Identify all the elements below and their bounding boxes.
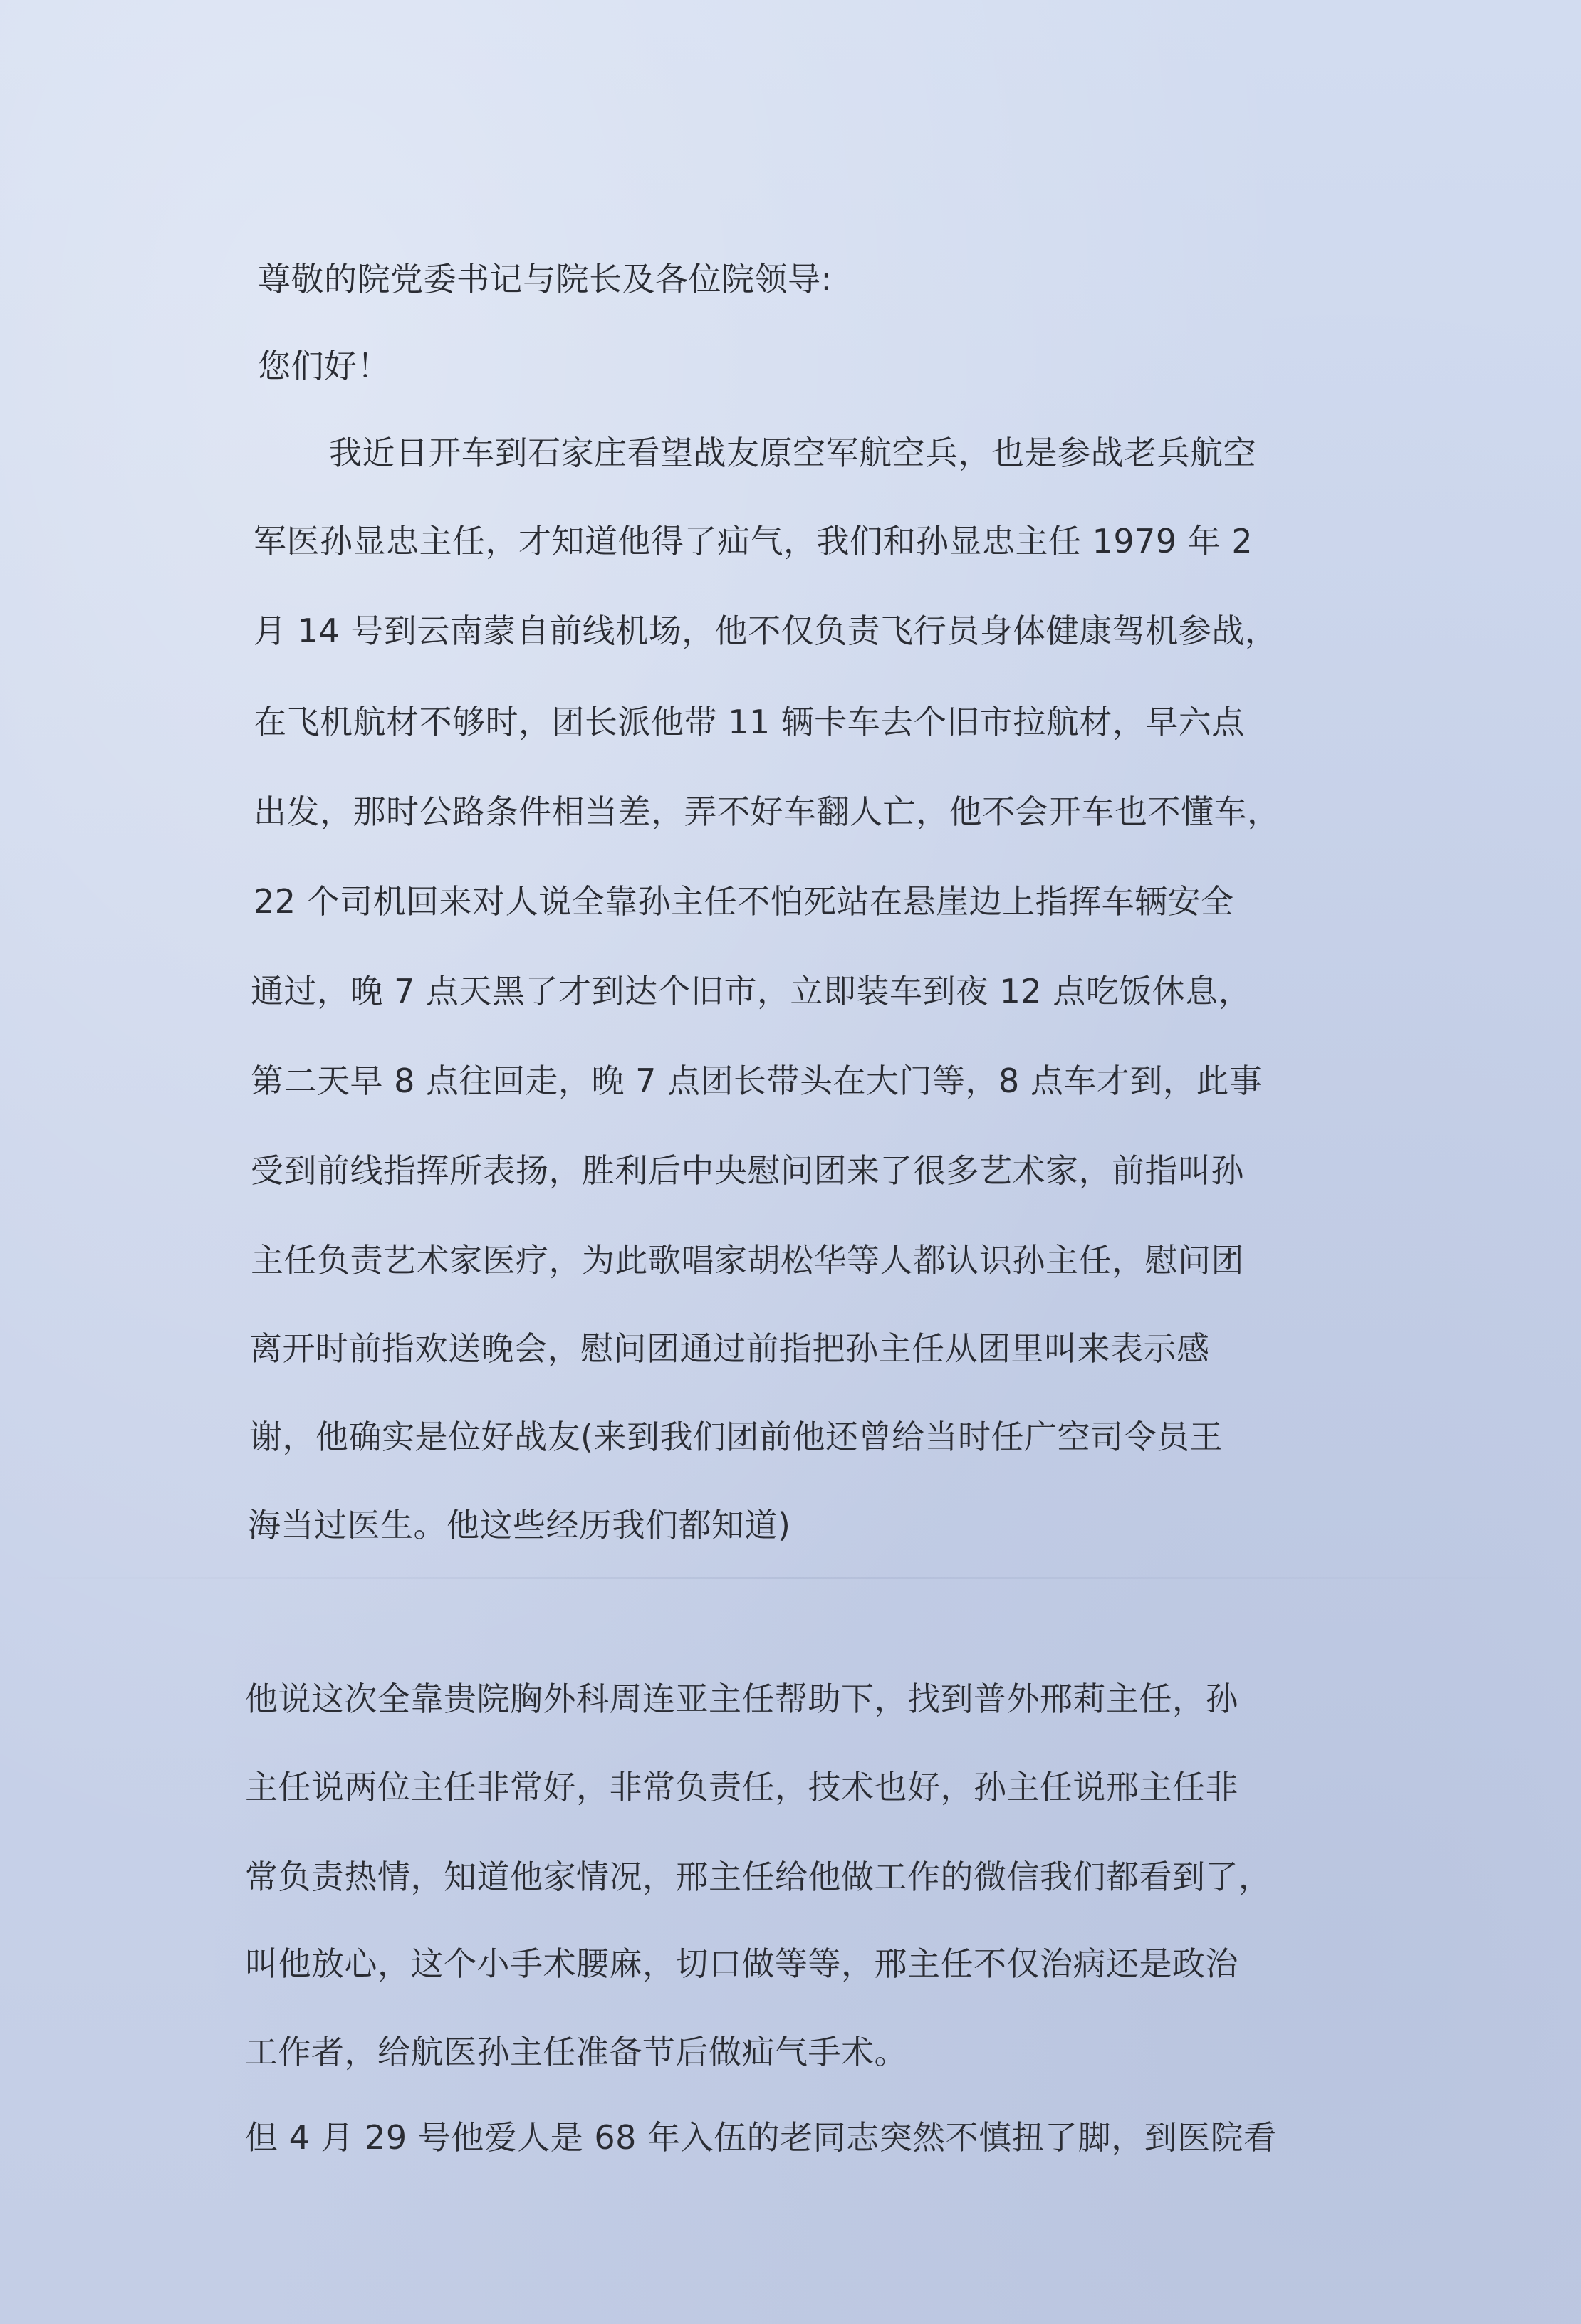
paragraph1-line: 第二天早 8 点往回走，晚 7 点团长带头在大门等，8 点车才到，此事 (251, 1062, 1263, 1100)
paragraph1-line: 谢，他确实是位好战友(来到我们团前他还曾给当时任广空司令员王 (249, 1418, 1223, 1456)
paragraph1-line: 通过，晚 7 点天黑了才到达个旧市，立即装车到夜 12 点吃饭休息， (251, 972, 1252, 1010)
paragraph2-line: 叫他放心，这个小手术腰麻，切口做等等，邢主任不仅治病还是政治 (245, 1944, 1238, 1983)
paragraph1-line: 我近日开车到石家庄看望战友原空军航空兵，也是参战老兵航空 (329, 434, 1256, 472)
paragraph1-line: 军医孙显忠主任，才知道他得了疝气，我们和孙显忠主任 1979 年 2 (254, 522, 1253, 560)
paragraph1-line: 月 14 号到云南蒙自前线机场，他不仅负责飞行员身体健康驾机参战， (254, 612, 1278, 650)
salutation: 尊敬的院党委书记与院长及各位院领导: (258, 260, 833, 298)
paragraph1-line: 海当过医生。他这些经历我们都知道) (248, 1506, 791, 1544)
paragraph2-line: 主任说两位主任非常好，非常负责任，技术也好，孙主任说邢主任非 (245, 1768, 1238, 1806)
paragraph3-line: 但 4 月 29 号他爱人是 68 年入伍的老同志突然不慎扭了脚，到医院看 (245, 2118, 1277, 2157)
greeting: 您们好！ (258, 347, 390, 385)
paragraph2-line: 常负责热情，知道他家情况，邢主任给他做工作的微信我们都看到了， (245, 1858, 1272, 1896)
paragraph1-line: 在飞机航材不够时，团长派他带 11 辆卡车去个旧市拉航材，早六点 (254, 703, 1245, 741)
paragraph2-line: 工作者，给航医孙主任准备节后做疝气手术。 (245, 2033, 907, 2071)
paragraph1-line: 受到前线指挥所表扬，胜利后中央慰问团来了很多艺术家，前指叫孙 (251, 1151, 1244, 1190)
paragraph1-line: 离开时前指欢送晚会，慰问团通过前指把孙主任从团里叫来表示感 (249, 1329, 1210, 1368)
paper-fold-line (0, 1577, 1581, 1579)
paragraph1-line: 出发，那时公路条件相当差，弄不好车翻人亡，他不会开车也不懂车， (254, 792, 1280, 831)
paragraph2-line: 他说这次全靠贵院胸外科周连亚主任帮助下，找到普外邢莉主任，孙 (245, 1680, 1238, 1718)
paragraph1-line: 主任负责艺术家医疗，为此歌唱家胡松华等人都认识孙主任，慰问团 (251, 1241, 1244, 1279)
paragraph1-line: 22 个司机回来对人说全靠孙主任不怕死站在悬崖边上指挥车辆安全 (254, 882, 1234, 921)
